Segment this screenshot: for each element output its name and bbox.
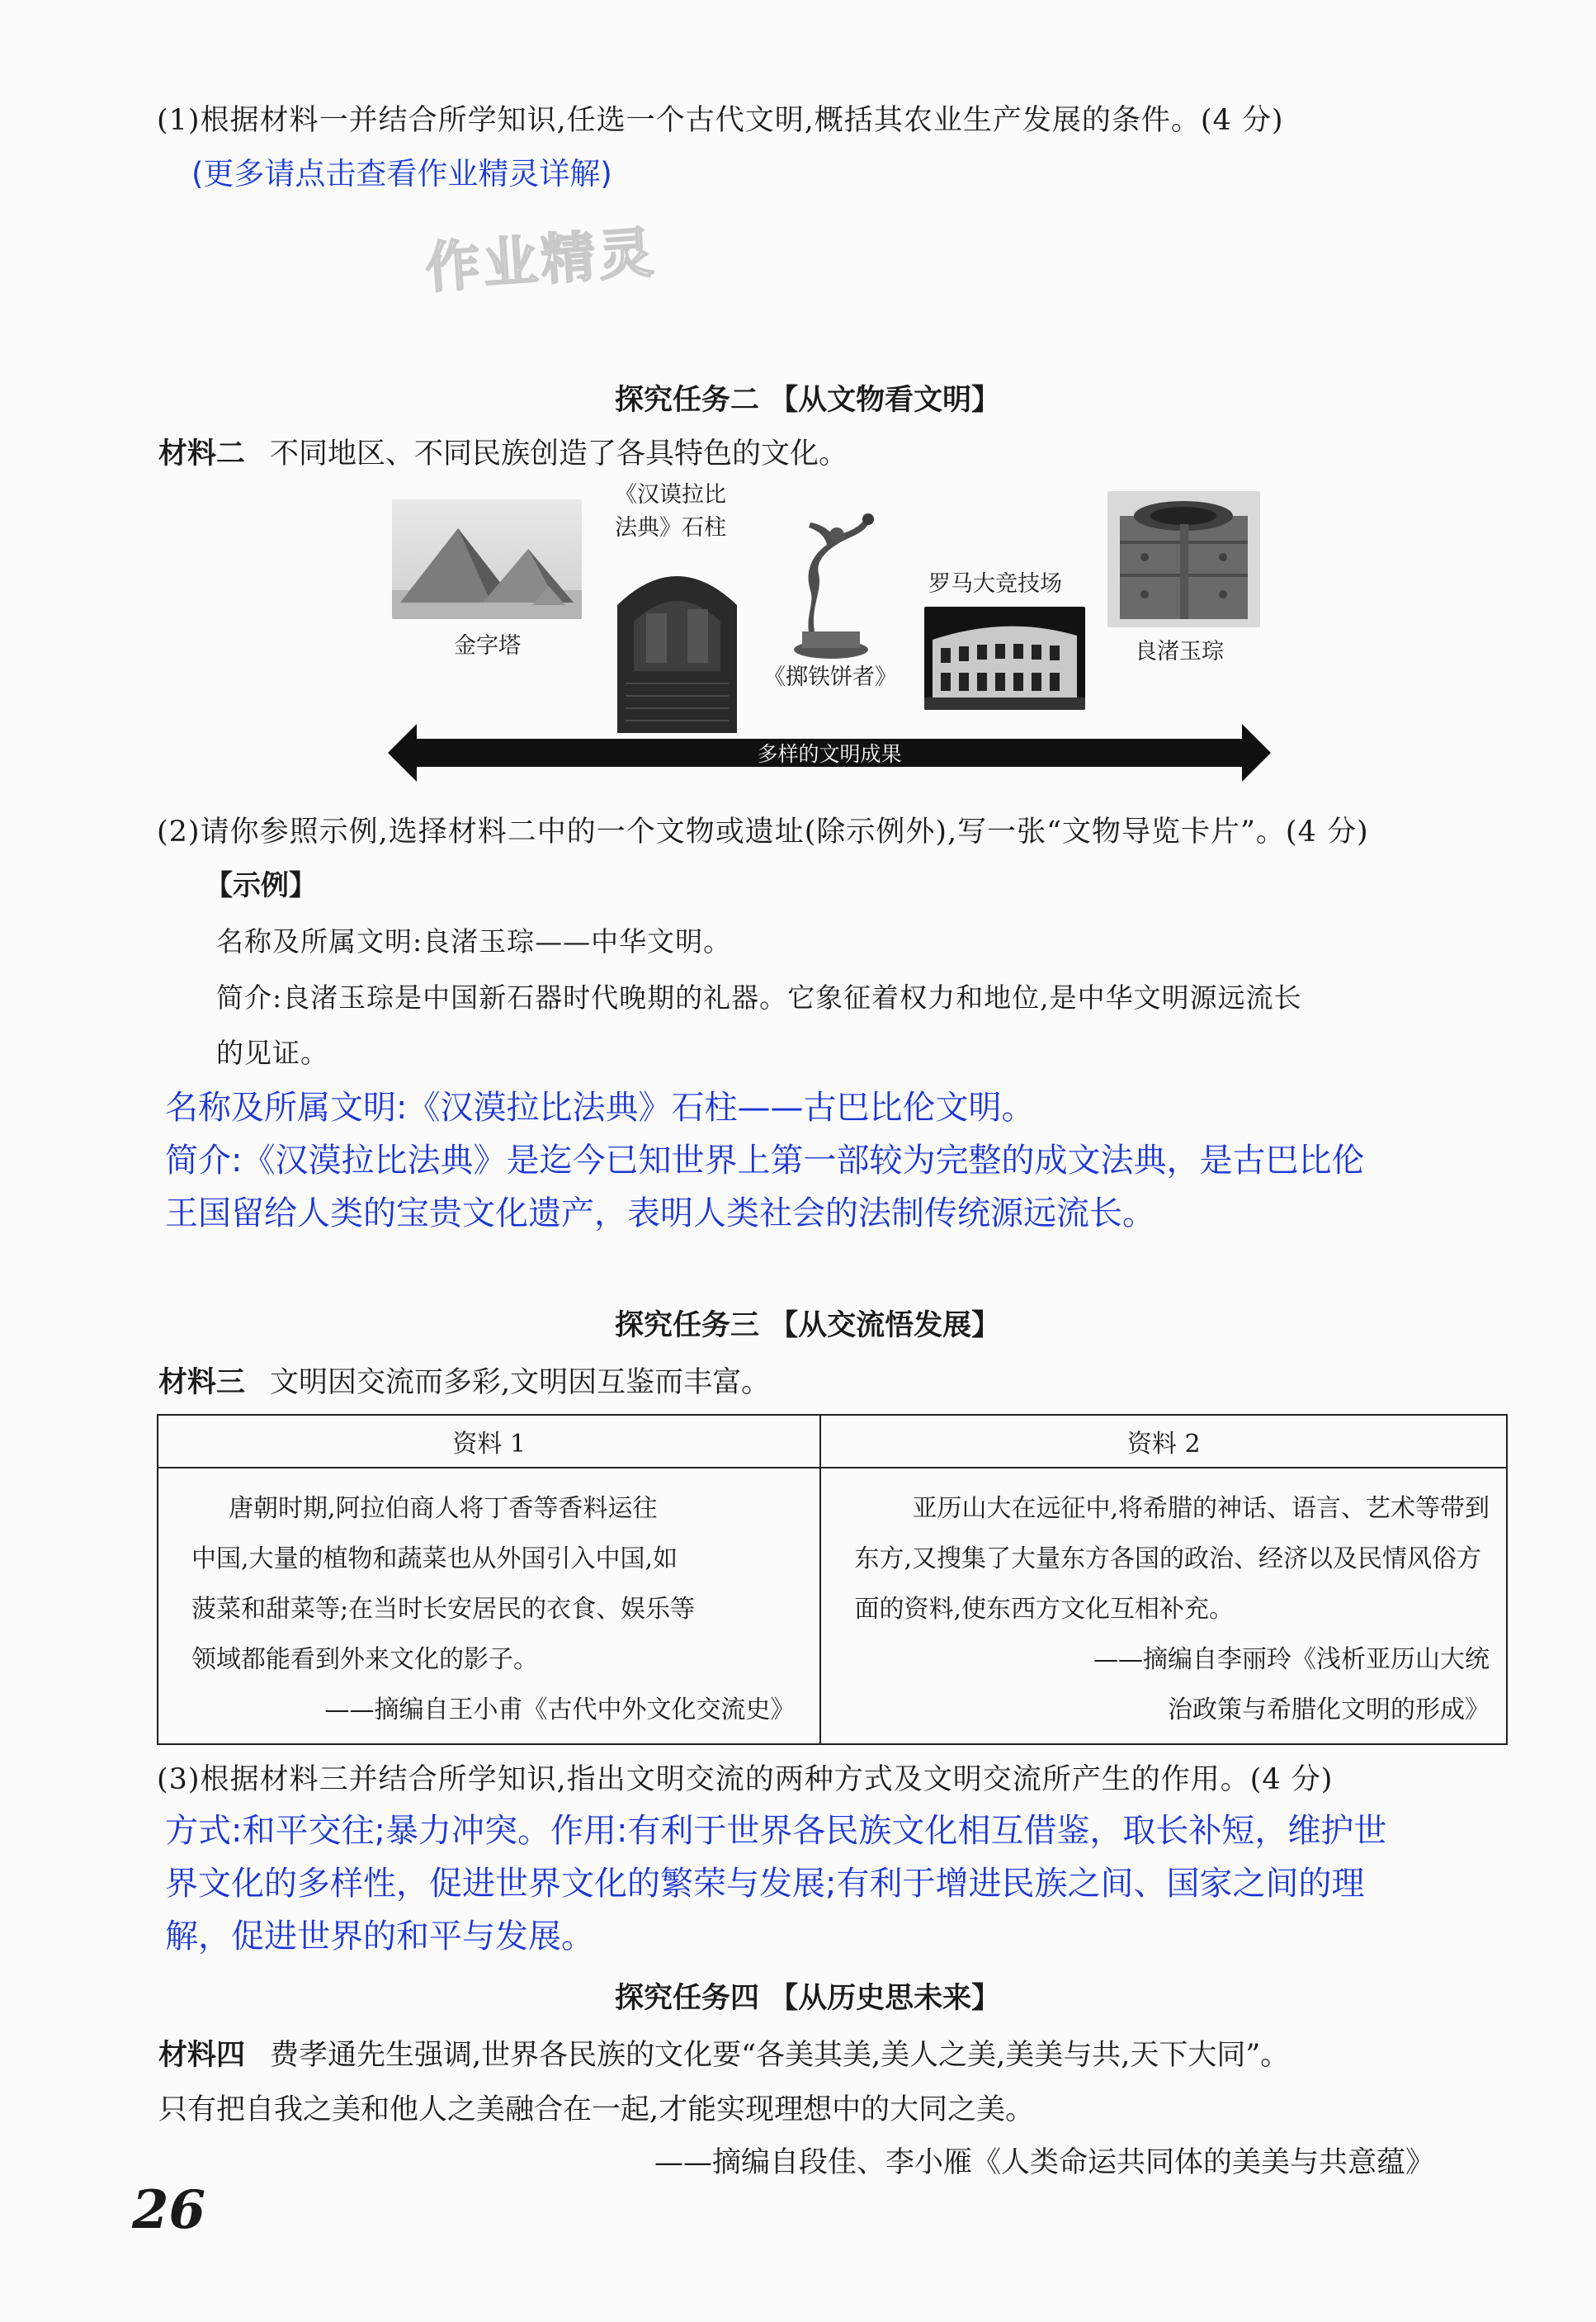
material3 [158,1360,770,1401]
material2-text: 不同地区、不同民族创造了各具特色的文化。 [270,437,848,471]
hammurabi-caption [615,479,726,545]
cell2-line: 面的资料,使东西方文化互相补充。 [854,1595,1234,1624]
source-table [157,1414,1508,1732]
cell1-source: ——摘编自王小甫《古代中外文化交流史》 [324,1695,796,1724]
answer3-line-1: 方式:和平交往;暴力冲突。作用:有利于世界各民族文化相互借鉴，取长补短，维护世 [165,1812,1387,1850]
task2-title: 探究任务二 【从文物看文明】 [615,384,1001,417]
question-3: (3)根据材料三并结合所学知识,指出文明交流的两种方式及文明交流所产生的作用。(4 分) [157,1763,1334,1796]
example-title: 【示例】 [205,869,317,902]
cell1-line: 领域都能看到外来文化的影子。 [191,1645,538,1674]
material4-line-1 [158,2032,1289,2074]
cell1-line: 唐朝时期,阿拉伯商人将丁香等香料运往 [229,1494,658,1523]
material4-text: 费孝通先生强调,世界各民族的文化要“各美其美,美人之美,美美与共,天下大同”。 [270,2039,1290,2072]
cell2-source-2: 治政策与希腊化文明的形成》 [1168,1695,1490,1724]
jade-cong-image [1107,491,1260,627]
civilization-arrow [388,724,1271,782]
table-header-2: 资料 2 [820,1415,1507,1468]
answer2-line-3: 王国留给人类的宝贵文化遗产，表明人类社会的法制传统源远流长。 [165,1194,1155,1232]
colosseum-image [924,607,1085,710]
table-header-1: 资料 1 [158,1415,820,1468]
material4-line-2: 只有把自我之美和他人之美融合在一起,才能实现理想中的大同之美。 [158,2093,1035,2126]
discobolus-image [786,508,876,660]
material4-source: ——摘编自段佳、李小雁《人类命运共同体的美美与共意蕴》 [654,2146,1435,2179]
detail-link[interactable]: (更多请点击查看作业精灵详解) [191,156,612,192]
answer2-line-1: 名称及所属文明:《汉漠拉比法典》石柱——古巴比伦文明。 [165,1089,1035,1127]
pyramid-caption: 金字塔 [454,633,521,659]
question-1: (1)根据材料一并结合所学知识,任选一个古代文明,概括其农业生产发展的条件。(4 分) [157,104,1284,137]
hammurabi-caption-line1: 《汉谟拉比 [615,482,726,508]
arrow-label: 多样的文明成果 [757,742,902,766]
pyramid-image [392,499,582,619]
cell1-line: 菠菜和甜菜等;在当时长安居民的衣食、娱乐等 [191,1595,696,1624]
answer2-line-2: 简介:《汉漠拉比法典》是迄今已知世界上第一部较为完整的成文法典，是古巴比伦 [165,1142,1365,1180]
material2 [158,431,848,472]
cell2-line: 亚历山大在远征中,将希腊的神话、语言、艺术等带到 [912,1494,1490,1523]
watermark: 作业精灵 [423,220,659,300]
cong-caption: 良渚玉琮 [1135,639,1224,664]
material3-text: 文明因交流而多彩,文明因互鉴而丰富。 [270,1366,771,1399]
cell2-line: 东方,又搜集了大量东方各国的政治、经济以及民情风俗方 [854,1544,1481,1573]
question-2: (2)请你参照示例,选择材料二中的一个文物或遗址(除示例外),写一张“文物导览卡片”。(4 分) [157,816,1369,849]
cell2-source-1: ——摘编自李丽玲《浅析亚历山大统 [1093,1645,1490,1674]
example-line-3: 的见证。 [216,1037,328,1069]
discobolus-caption: 《掷铁饼者》 [763,664,897,690]
material3-label: 材料三 [158,1366,246,1399]
task3-title: 探究任务三 【从交流悟发展】 [615,1309,1001,1342]
hammurabi-caption-line2: 法典》石柱 [615,515,726,541]
colosseum-caption: 罗马大竞技场 [928,571,1062,597]
material2-label: 材料二 [158,437,246,471]
task4-title: 探究任务四 【从历史思未来】 [615,1982,1001,2015]
table-cell-1 [158,1468,820,1744]
example-line-2: 简介:良渚玉琮是中国新石器时代晚期的礼器。它象征着权力和地位,是中华文明源远流长 [216,981,1302,1014]
answer3-line-3: 解，促进世界的和平与发展。 [165,1918,594,1955]
material4-label: 材料四 [158,2039,246,2072]
example-line-1: 名称及所属文明:良渚玉琮——中华文明。 [216,925,732,958]
artifact-figure [388,483,1279,797]
table-cell-2 [820,1468,1507,1744]
cell1-line: 中国,大量的植物和蔬菜也从外国引入中国,如 [191,1544,678,1573]
hammurabi-stele-image [609,556,745,733]
page-number: 26 [132,2179,206,2241]
answer3-line-2: 界文化的多样性，促进世界文化的繁荣与发展;有利于增进民族之间、国家之间的理 [165,1865,1365,1903]
